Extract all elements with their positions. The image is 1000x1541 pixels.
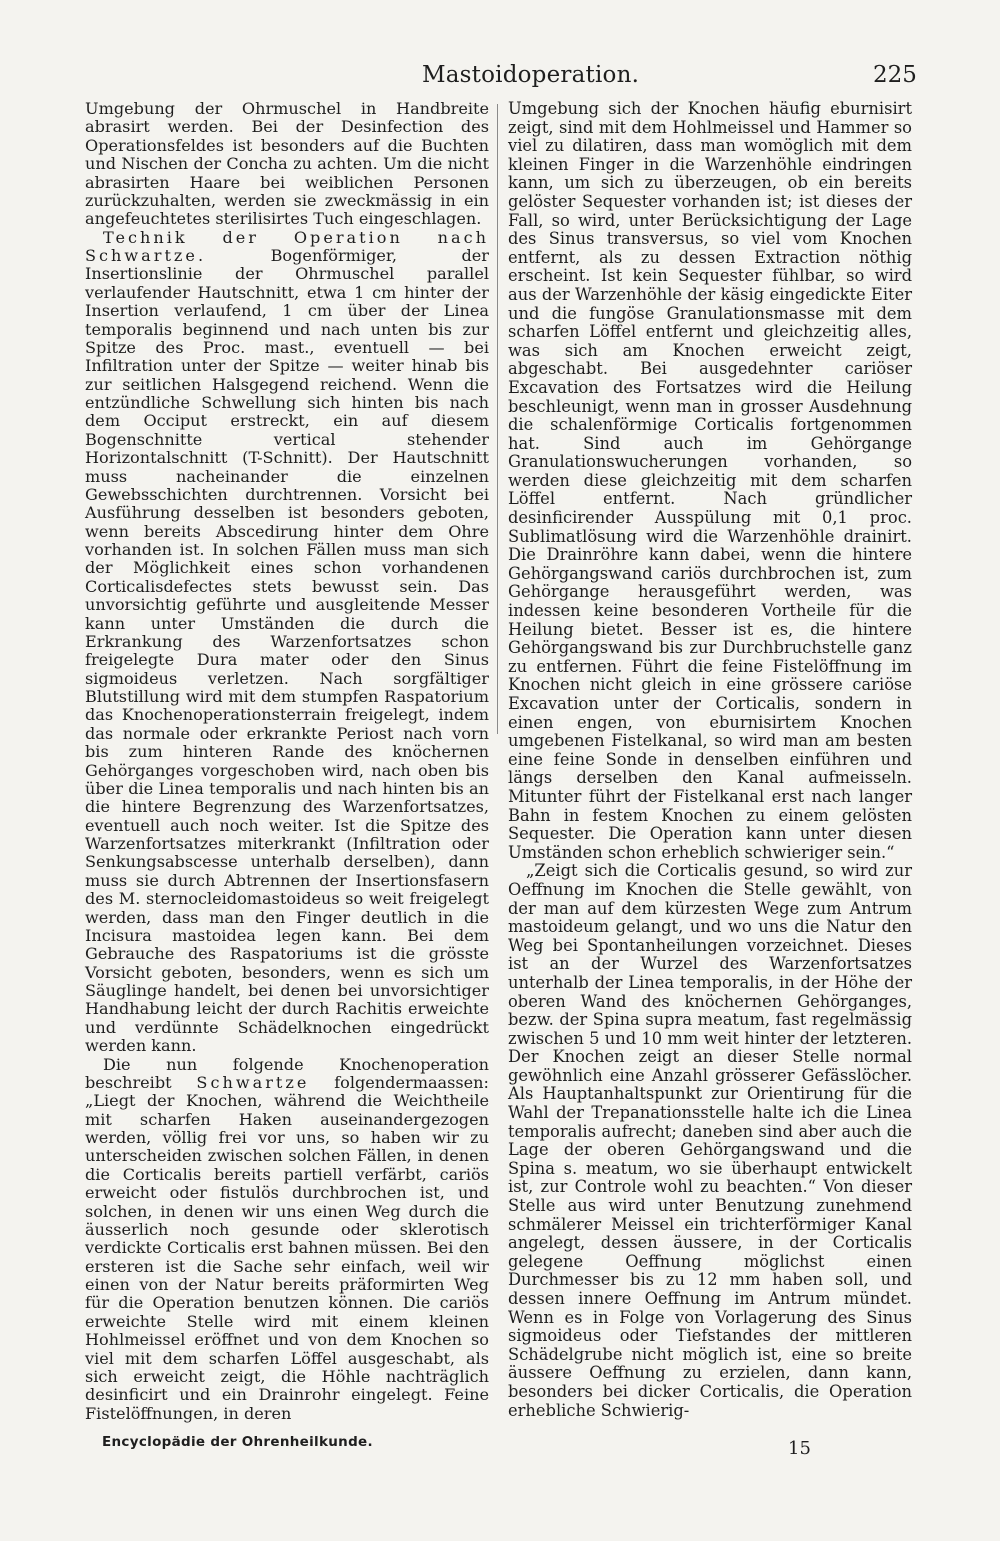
section-heading: Technik der Operation nach Schwartze.	[85, 227, 489, 265]
left-column	[85, 100, 489, 1423]
left-paragraph-3-lead: Die nun folgende Knochenoperation beschreibt	[85, 1054, 489, 1092]
left-paragraph-1: Umgebung der Ohrmuschel in Handbreite abrasirt werden. Bei der Desinfection des Operationsfeldes ist besonders auf die Buchten und Nischen der Concha zu achten. Um die nicht abrasirten Haare bei weiblichen Personen zurückzuhalten, werden sie zweckmässig in ein angefeuchtetes sterilisirtes Tuch eingeschlagen.	[85, 99, 489, 229]
footer-source: Encyclopädie der Ohrenheilkunde.	[102, 1434, 373, 1450]
column-divider	[497, 104, 498, 734]
right-column	[508, 100, 912, 1420]
left-paragraph-2	[85, 229, 489, 1056]
left-paragraph-3-tail: folgendermaassen: „Liegt der Knochen, während die Weichtheile mit scharfen Haken auseinandergezogen werden, völlig frei vor uns, so haben wir zu unterscheiden zwischen solchen Fällen, in denen die Corticalis bereits partiell verfärbt, cariös erweicht oder fistulös durchbrochen ist, und solchen, in denen wir uns einen Weg durch die äusserlich noch gesunde oder sklerotisch verdickte Corticalis erst bahnen müssen. Bei den ersteren ist die Sache sehr einfach, weil wir einen von der Natur bereits präformirten Weg für die Operation benutzen können. Die cariös erweichte Stelle wird mit einem kleinen Hohlmeissel eröffnet und von dem Knochen so viel mit dem scharfen Löffel ausgeschabt, als sich erweicht zeigt, die Höhle nachträglich desinficirt und ein Drainrohr eingelegt. Feine Fistelöffnungen, in deren	[85, 1072, 489, 1423]
left-paragraph-3	[85, 1056, 489, 1424]
right-paragraph-1: Umgebung sich der Knochen häufig eburnisirt zeigt, sind mit dem Hohlmeissel und Hammer so viel zu dilatiren, dass man womöglich mit dem kleinen Finger in die Warzenhöhle eindringen kann, um sich zu überzeugen, ob ein bereits gelöster Sequester vorhanden ist; ist dieses der Fall, so wird, unter Berücksichtigung der Lage des Sinus transversus, so viel vom Knochen entfernt, als zu dessen Extraction nöthig erscheint. Ist kein Sequester fühlbar, so wird aus der Warzenhöhle der käsig eingedickte Eiter und die fungöse Granulationsmasse mit dem scharfen Löffel entfernt und gleichzeitig alles, was sich am Knochen erweicht zeigt, abgeschabt. Bei ausgedehnter cariöser Excavation des Fortsatzes wird die Heilung beschleunigt, wenn man in grosser Ausdehnung die schalenförmige Corticalis fortgenommen hat. Sind auch im Gehörgange Granulationswucherungen vorhanden, so werden diese gleichzeitig mit dem scharfen Löffel entfernt. Nach gründlicher desinficirender Ausspülung mit 0,1 proc. Sublimatlösung wird die Warzenhöhle drainirt. Die Drainröhre kann dabei, wenn die hintere Gehörgangswand cariös durchbrochen ist, zum Gehörgange herausgeführt werden, was indessen keine besonderen Vortheile für die Heilung bietet. Besser ist es, die hintere Gehörgangswand bis zur Durchbruchstelle ganz zu entfernen. Führt die feine Fistelöffnung im Knochen nicht gleich in eine grössere cariöse Excavation unter der Corticalis, sondern in einen engen, von eburnisirtem Knochen umgebenen Fistelkanal, so wird man am besten eine feine Sonde in denselben einführen und längs derselben den Kanal aufmeisseln. Mitunter führt der Fistelkanal erst nach langer Bahn in festem Knochen zu einem gelösten Sequester. Die Operation kann unter diesen Umständen schon erheblich schwieriger sein.“	[508, 99, 912, 862]
right-paragraph-2: „Zeigt sich die Corticalis gesund, so wird zur Oeffnung im Knochen die Stelle gewählt, von der man auf dem kürzesten Wege zum Antrum mastoideum gelangt, und wo uns die Natur den Weg bei Spontanheilungen vorzeichnet. Dieses ist an der Wurzel des Warzenfortsatzes unterhalb der Linea temporalis, in der Höhe der oberen Wand des knöchernen Gehörganges, bezw. der Spina supra meatum, fast regelmässig zwischen 5 und 10 mm weit hinter der letzteren. Der Knochen zeigt an dieser Stelle normal gewöhnlich eine Anzahl grösserer Gefässlöcher. Als Hauptanhaltspunkt zur Orientirung für die Wahl der Trepanationsstelle halte ich die Linea temporalis aufrecht; daneben sind aber auch die Lage der oberen Gehörgangswand und die Spina s. meatum, wo sie überhaupt entwickelt ist, zur Controle wohl zu beachten.“ Von dieser Stelle aus wird unter Benutzung zunehmend schmälerer Meissel ein trichterförmiger Kanal angelegt, dessen äussere, in der Corticalis gelegene Oeffnung möglichst einen Durchmesser bis zu 12 mm haben soll, und dessen innere Oeffnung im Antrum mündet. Wenn es in Folge von Vorlagerung des Sinus sigmoideus oder Tiefstandes der mittleren Schädelgrube nicht möglich ist, eine so breite äussere Oeffnung zu erzielen, dann kann, besonders bei dicker Corticalis, die Operation erhebliche Schwierig-	[508, 861, 912, 1420]
running-title: Mastoidoperation.	[422, 62, 640, 88]
author-name: Schwartze	[196, 1072, 310, 1092]
left-paragraph-2-body: Bogenförmiger, der Insertionslinie der Ohrmuschel parallel verlaufender Hautschnitt, etwa 1 cm hinter der Insertion verlaufend, 1 cm über der Linea temporalis beginnend und nach unten bis zur Spitze des Proc. mast., eventuell — bei Infiltration unter der Spitze — weiter hinab bis zur seitlichen Halsgegend reichend. Wenn die entzündliche Schwellung sich hinten bis nach dem Occiput erstreckt, ein auf diesem Bogenschnitte vertical stehender Horizontalschnitt (T-Schnitt). Der Hautschnitt muss nacheinander die einzelnen Gewebsschichten durchtrennen. Vorsicht bei Ausführung desselben ist besonders geboten, wenn bereits Abscedirung hinter dem Ohre vorhanden ist. In solchen Fällen muss man sich der Möglichkeit eines schon vorhandenen Corticalisdefectes stets bewusst sein. Das unvorsichtig geführte und ausgleitende Messer kann unter Umständen die durch die Erkrankung des Warzenfortsatzes schon freigelegte Dura mater oder den Sinus sigmoideus verletzen. Nach sorgfältiger Blutstillung wird mit dem stumpfen Raspatorium das Knochenoperationsterrain freigelegt, indem das normale oder erkrankte Periost nach vorn bis zum hinteren Rande des knöchernen Gehörganges vorgeschoben wird, nach oben bis über die Linea temporalis und nach hinten bis an die hintere Begrenzung des Warzenfortsatzes, eventuell auch noch weiter. Ist die Spitze des Warzenfortsatzes miterkrankt (Infiltration oder Senkungsabscesse unterhalb derselben), dann muss sie durch Abtrennen der Insertionsfasern des M. sternocleidomastoideus so weit freigelegt werden, dass man den Finger deutlich in die Incisura mastoidea legen kann. Bei dem Gebrauche des Raspatoriums ist die grösste Vorsicht geboten, besonders, wenn es sich um Säuglinge handelt, bei denen bei unvorsichtiger Handhabung leicht der durch Rachitis erweichte und verdünnte Schädelknochen eingedrückt werden kann.	[85, 246, 489, 1056]
page-number: 225	[873, 62, 917, 88]
signature-mark: 15	[788, 1438, 811, 1459]
running-head	[0, 62, 1000, 102]
